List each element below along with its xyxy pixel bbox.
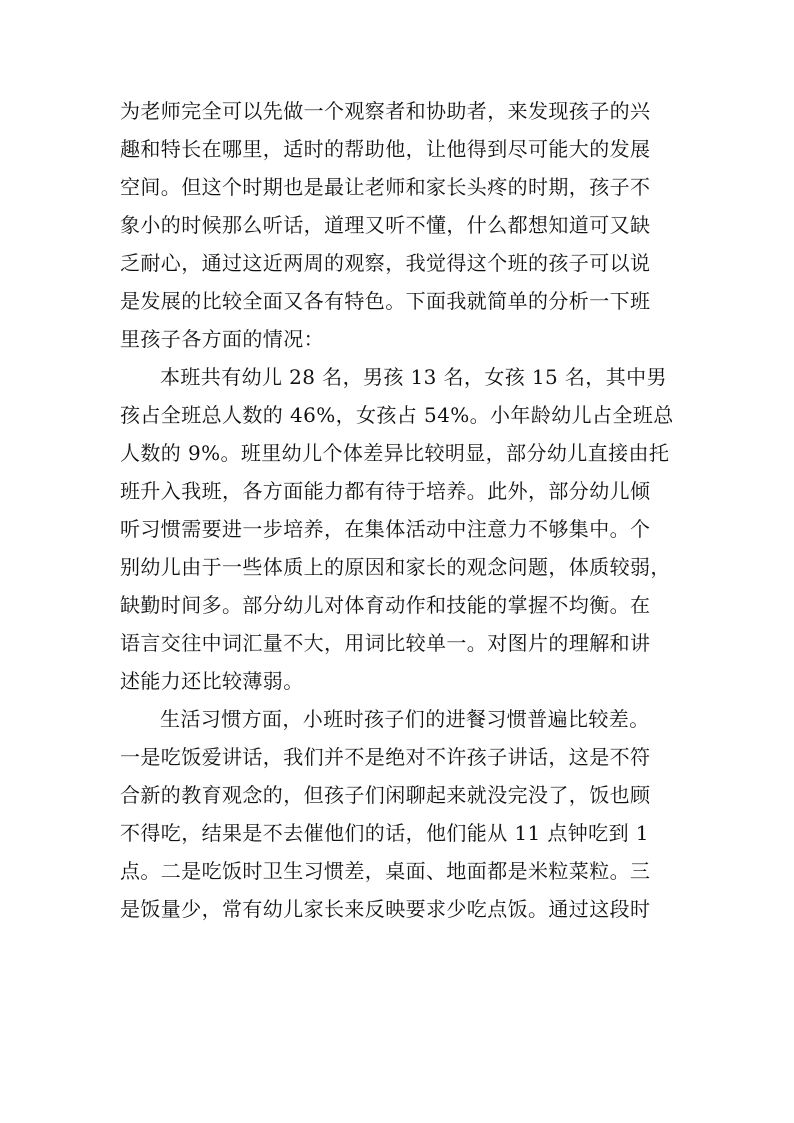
- text-line: 为老师完全可以先做一个观察者和协助者，来发现孩子的兴: [120, 99, 651, 123]
- text-line: 人数的 9%。班里幼儿个体差异比较明显，部分幼儿直接由托: [120, 441, 670, 465]
- text-line: 趣和特长在哪里，适时的帮助他，让他得到尽可能大的发展: [120, 137, 651, 161]
- text-line: 象小的时候那么听话，道理又听不懂，什么都想知道可又缺: [120, 213, 651, 237]
- text-line: 语言交往中词汇量不大，用词比较单一。对图片的理解和讲: [120, 631, 651, 655]
- text-line: 是饭量少，常有幼儿家长来反映要求少吃点饭。通过这段时: [120, 897, 651, 921]
- text-line: 合新的教育观念的，但孩子们闲聊起来就没完没了，饭也顾: [120, 783, 651, 807]
- text-line: 班升入我班，各方面能力都有待于培养。此外，部分幼儿倾: [120, 479, 651, 503]
- text-line: 一是吃饭爱讲话，我们并不是绝对不许孩子讲话，这是不符: [120, 745, 651, 769]
- text-line: 不得吃，结果是不去催他们的话，他们能从 11 点钟吃到 1: [120, 821, 649, 845]
- text-line: 生活习惯方面，小班时孩子们的进餐习惯普遍比较差。: [160, 707, 650, 731]
- text-line: 述能力还比较薄弱。: [120, 669, 304, 693]
- text-line: 听习惯需要进一步培养，在集体活动中注意力不够集中。个: [120, 517, 651, 541]
- text-line: 别幼儿由于一些体质上的原因和家长的观念问题，体质较弱，: [120, 555, 671, 579]
- text-line: 本班共有幼儿 28 名，男孩 13 名，女孩 15 名，其中男: [160, 365, 667, 389]
- text-line: 是发展的比较全面又各有特色。下面我就简单的分析一下班: [120, 289, 651, 313]
- text-line: 里孩子各方面的情况：: [120, 327, 324, 351]
- text-line: 点。二是吃饭时卫生习惯差，桌面、地面都是米粒菜粒。三: [120, 859, 651, 883]
- text-line: 乏耐心，通过这近两周的观察，我觉得这个班的孩子可以说: [120, 251, 651, 275]
- text-line: 缺勤时间多。部分幼儿对体育动作和技能的掌握不均衡。在: [120, 593, 651, 617]
- text-line: 孩占全班总人数的 46%，女孩占 54%。小年龄幼儿占全班总: [120, 403, 674, 427]
- text-line: 空间。但这个时期也是最让老师和家长头疼的时期，孩子不: [120, 175, 651, 199]
